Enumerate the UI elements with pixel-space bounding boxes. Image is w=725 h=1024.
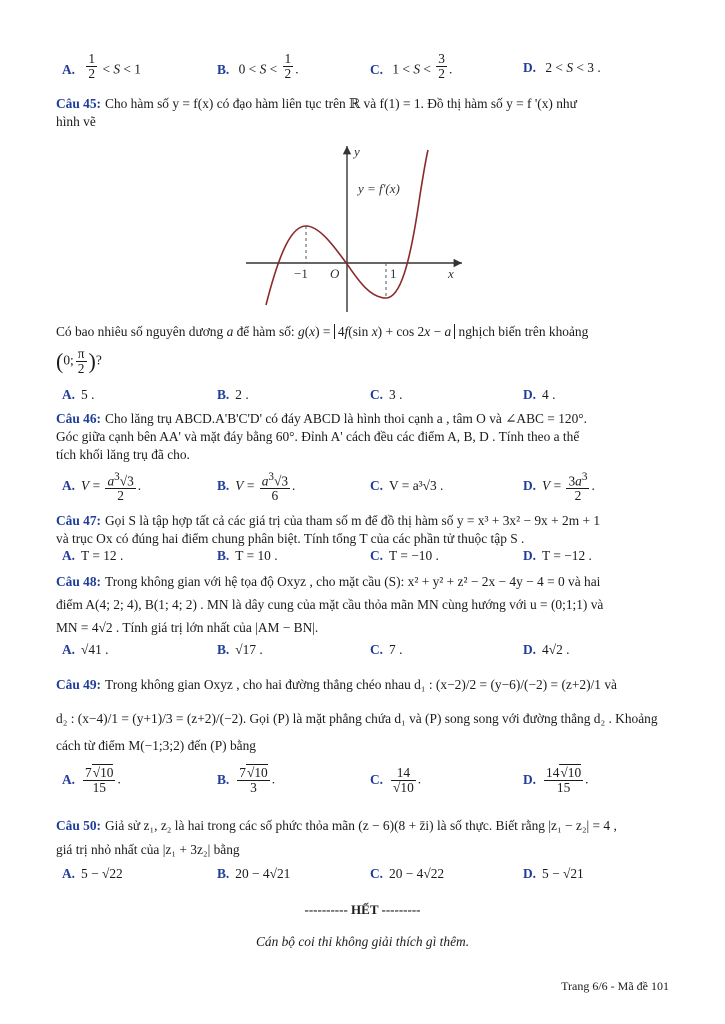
q49-option-d: D. $\frac{14√10}{15}$ . [523, 765, 589, 795]
q49-option-a: A. $\frac{7√10}{15}$ . [62, 765, 121, 795]
end-mark: ---------- HẾT --------- [304, 902, 421, 917]
q48-options [0, 642, 725, 664]
tick-label-neg1: −1 [294, 266, 308, 281]
tick-label-pos1: 1 [390, 266, 397, 281]
proctor-note: Cán bộ coi thi không giải thích gì thêm. [255, 934, 470, 949]
x-axis-label: x [448, 266, 454, 281]
q46-option-c: C. V = a³√3 . [370, 478, 444, 493]
q44-options [0, 51, 725, 82]
q45-ask: Có bao nhiêu số nguyên dương a để hàm số: g(x) = 4f(sin x) + cos 2x − a nghịch biến trên khoảng (0; $\frac{\pi}{2}$ )? [56, 324, 589, 376]
q50-option-c: C. 20 − 4√22 [370, 866, 445, 881]
question-47: Câu 47: Gọi S là tập hợp tất cả các giá trị của tham số m để đồ thị hàm số y = x³ + 3x² − 9x + 2m + 1 và trục Ox có đúng hai điểm chung phân biệt. Tính tổng T của các phần tử thuộc tập S . [56, 513, 601, 546]
question-46: Câu 46: Cho lăng trụ ABCD.A'B'C'D' có đáy ABCD là hình thoi cạnh a , tâm O và ∠ABC = 120°. Góc giữa cạnh bên AA' và mặt đáy bằng 60°. Đỉnh A' cách đều các điểm A, B, D . Tính theo a thể tích khối lăng trụ đã cho. [56, 411, 587, 462]
question-48: Câu 48: Trong không gian với hệ tọa độ Oxyz , cho mặt cầu (S): x² + y² + z² − 2x − 4y − 4 = 0 và hai điểm A(4; 2; 4), B(1; 4; 2) . MN là dây cung của mặt cầu thỏa mãn MN cùng hướng với u = (0;1;1) và MN = 4√2 . Tính giá trị lớn nhất của |AM − BN|. [56, 574, 604, 635]
q45-option-c: C. 3 . [370, 387, 403, 402]
q47-option-b: B. T = 10 . [217, 548, 278, 563]
page-footer: Trang 6/6 - Mã đề 101 [561, 979, 669, 993]
q45-options [0, 387, 725, 409]
q44-option-b: B. 0 < S < $\frac{1}{2}$ . [217, 51, 299, 81]
q46-option-a: A. V = $\frac{a^3√3}{2}$ . [62, 471, 142, 504]
q50-option-d: D. 5 − √21 [523, 866, 584, 881]
q48-option-b: B. √17 . [217, 642, 263, 657]
q44-option-c: C. 1 < S < $\frac{3}{2}$ . [370, 51, 453, 81]
q49-option-c: C. $\frac{14}{√10}$ . [370, 765, 422, 795]
q44-option-d: D. 2 < S < 3 . [523, 60, 601, 75]
q47-option-d: D. T = −12 . [523, 548, 592, 563]
q50-options [0, 866, 725, 888]
q48-option-d: D. 4√2 . [523, 642, 570, 657]
derivative-graph [240, 140, 470, 315]
curve-label: y = f'(x) [358, 181, 400, 196]
q49-options [0, 766, 725, 806]
question-45: Câu 45: Cho hàm số y = f(x) có đạo hàm liên tục trên ℝ và f(1) = 1. Đồ thị hàm số y = f '(x) như hình vẽ [56, 95, 668, 131]
q47-options [0, 548, 725, 570]
q44-option-a: A. $\frac{1}{2}$ < S < 1 [62, 51, 141, 81]
question-50: Câu 50: Giả sử z₁, z₂ là hai trong các số phức thỏa mãn (z − 6)(8 + z̄i) là số thực. Biết rằng |z₁ − z₂| = 4 , giá trị nhỏ nhất của |z₁ + 3z₂| bằng [56, 818, 617, 857]
q45-option-a: A. 5 . [62, 387, 95, 402]
q48-option-a: A. √41 . [62, 642, 109, 657]
question-49: Câu 49: Trong không gian Oxyz , cho hai đường thẳng chéo nhau d₁ : (x−2)/2 = (y−6)/(−2) = (z+2)/1 và d₂ : (x−4)/1 = (y+1)/3 = (z+2)/(−2). Gọi (P) là mặt phẳng chứa d₁ và (P) song song với đường thẳng d₂ . Khoảng cách từ điểm M(−1;3;2) đến (P) bằng [56, 677, 658, 753]
q46-option-b: B. V = $\frac{a^3√3}{6}$ . [217, 471, 296, 504]
q47-option-a: A. T = 12 . [62, 548, 124, 563]
q50-option-b: B. 20 − 4√21 [217, 866, 291, 881]
q45-text-line2: hình vẽ [56, 114, 96, 129]
origin-label: O [330, 266, 340, 281]
q45-option-d: D. 4 . [523, 387, 556, 402]
q46-option-d: D. V = $\frac{3a^3}{2}$ . [523, 471, 595, 504]
q48-option-c: C. 7 . [370, 642, 403, 657]
y-axis-label: y [354, 144, 360, 159]
q47-option-c: C. T = −10 . [370, 548, 439, 563]
q46-options [0, 470, 725, 510]
q49-option-b: B. $\frac{7√10}{3}$ . [217, 765, 276, 795]
q45-option-b: B. 2 . [217, 387, 249, 402]
q50-option-a: A. 5 − √22 [62, 866, 123, 881]
q45-text-line1: Cho hàm số y = f(x) có đạo hàm liên tục trên ℝ và f(1) = 1. Đồ thị hàm số y = f '(x) như [105, 96, 577, 111]
